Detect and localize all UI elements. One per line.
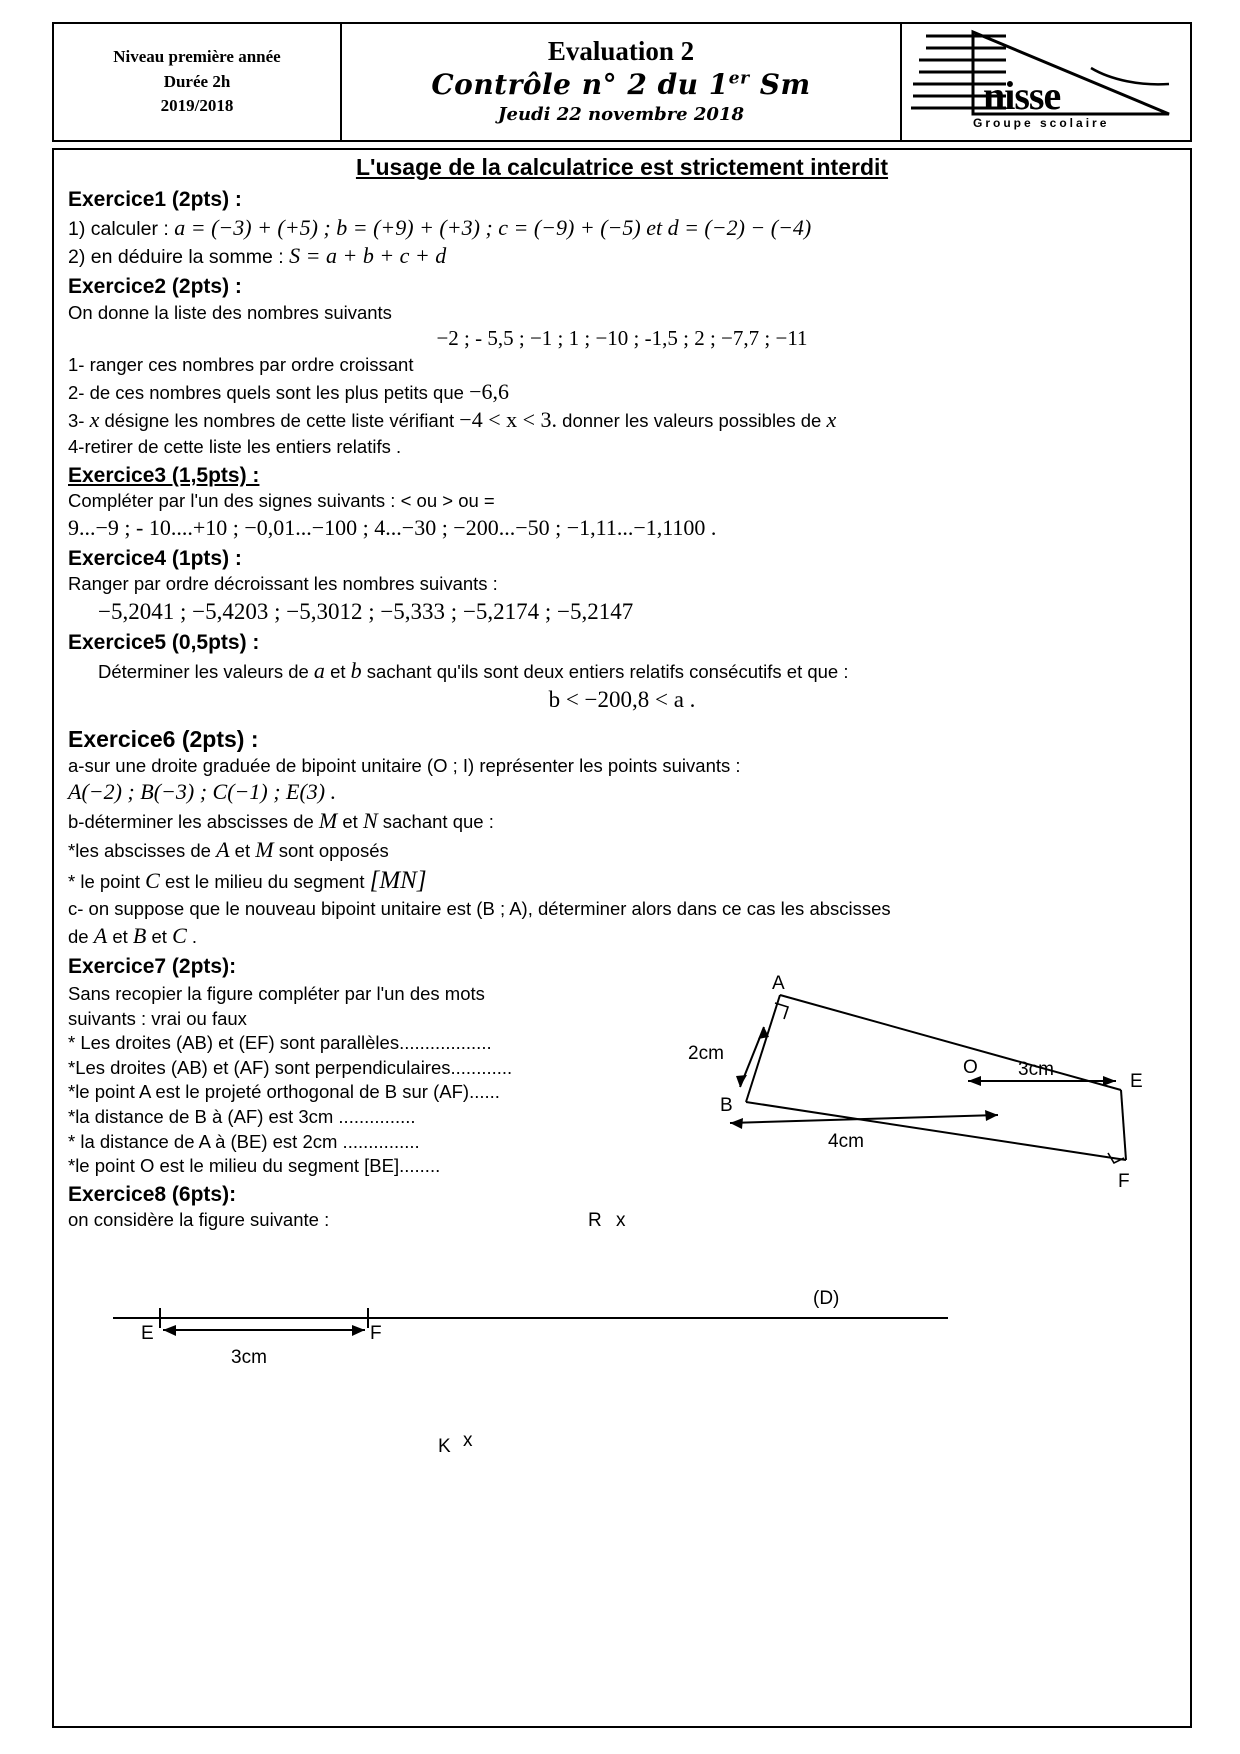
exercise-7-text bbox=[68, 981, 708, 1180]
header-level: Niveau première année bbox=[113, 47, 281, 67]
exercise-6-b-text1: b-déterminer les abscisses de bbox=[68, 810, 314, 832]
evaluation-title: Evaluation 2 bbox=[547, 36, 695, 67]
exercise-6-b3-text1: * le point bbox=[68, 870, 140, 892]
exercise-2-q2 bbox=[68, 379, 1176, 406]
exercise-6-c2-text4: . bbox=[191, 925, 198, 947]
logo-wordmark: nisse bbox=[983, 73, 1061, 118]
exercise-2-intro: On donne la liste des nombres suivants bbox=[68, 301, 392, 323]
exercise-2-q3-num: 3- bbox=[68, 410, 85, 432]
exercise-6-a: a-sur une droite graduée de bipoint unitaire (O ; I) représenter les points suivants : bbox=[68, 754, 741, 776]
exam-body bbox=[52, 148, 1192, 1728]
exercise-6-c2-var-b: B bbox=[132, 922, 147, 948]
label-2cm: 2cm bbox=[688, 1043, 724, 1065]
exercise-3-instruction: Compléter par l'un des signes suivants : < ou > ou = bbox=[68, 490, 495, 512]
label-A: A bbox=[772, 975, 785, 995]
exercise-2-q3-var: x bbox=[89, 407, 100, 433]
label-K-mark: x bbox=[463, 1429, 473, 1451]
exercise-6-b-text2: et bbox=[342, 810, 358, 832]
exercise-7-item-2: *Les droites (AB) et (AF) sont perpendiculaires............ bbox=[68, 1056, 513, 1078]
exercise-1-q2 bbox=[68, 243, 1176, 270]
exercise-6-b3 bbox=[68, 866, 1176, 897]
label-E: E bbox=[1130, 1071, 1143, 1093]
label-E8: E bbox=[141, 1322, 154, 1344]
exercise-6-b2-text2: et bbox=[234, 839, 251, 861]
exercise-5-text3: sachant qu'ils sont deux entiers relatifs consécutifs et que : bbox=[366, 660, 849, 682]
exercise-2-q3-var2: x bbox=[826, 407, 837, 433]
exercise-6-c2 bbox=[68, 923, 1176, 950]
label-3cm: 3cm bbox=[1018, 1059, 1054, 1081]
exercise-3-title: Exercice3 (1,5pts) : bbox=[68, 463, 260, 487]
exercise-1-expressions: a = (−3) + (+5) ; b = (+9) + (+3) ; c = (−9) + (−5) et d = (−2) − (−4) bbox=[174, 214, 812, 240]
exercise-6-c2-text3: et bbox=[151, 925, 167, 947]
exercise-6-b-text3: sachant que : bbox=[382, 810, 494, 832]
exercise-6-b3-text2: est le milieu du segment bbox=[164, 870, 365, 892]
exercise-6-var-n: N bbox=[362, 807, 378, 833]
exercise-6-c2-text2: et bbox=[112, 925, 128, 947]
exercise-7-figure-area bbox=[688, 975, 1176, 1193]
exercise-6-var-m: M bbox=[318, 807, 338, 833]
exercise-1-q1 bbox=[68, 215, 1176, 242]
exercise-6-title: Exercice6 (2pts) : bbox=[68, 725, 259, 752]
exercise-1-sum: S = a + b + c + d bbox=[289, 243, 447, 269]
exercise-2-q3 bbox=[68, 407, 1176, 434]
header-logo-cell bbox=[902, 24, 1190, 140]
exercise-4-instruction: Ranger par ordre décroissant les nombres suivants : bbox=[68, 573, 498, 595]
exercise-6-b2 bbox=[68, 837, 1176, 864]
exercise-5-text2: et bbox=[330, 660, 346, 682]
label-R-mark: x bbox=[616, 1209, 626, 1231]
exam-content bbox=[54, 181, 1190, 1534]
page-header bbox=[52, 22, 1192, 142]
exercise-6-b2-var-a: A bbox=[216, 836, 230, 862]
exam-date: Jeudi 22 novembre 2018 bbox=[498, 104, 744, 126]
label-B: B bbox=[720, 1095, 733, 1117]
exercise-7-item-4: *la distance de B à (AF) est 3cm ............... bbox=[68, 1105, 416, 1127]
exercise-6-b3-var-c: C bbox=[145, 867, 160, 893]
exercise-8-title: Exercice8 (6pts): bbox=[68, 1182, 237, 1206]
control-title-pre: Contrôle n° 2 du 1 bbox=[431, 67, 729, 101]
calculator-notice: L'usage de la calculatrice est strictement interdit bbox=[355, 154, 889, 180]
exercise-7-item-5: * la distance de A à (BE) est 2cm ............... bbox=[68, 1130, 420, 1152]
exercise-6-b bbox=[68, 808, 1176, 835]
exercise-5-var-a: a bbox=[313, 657, 325, 683]
exercise-6-b2-var-m: M bbox=[255, 836, 274, 862]
exercise-2-q3-cond: −4 < x < 3. bbox=[459, 407, 558, 433]
exercise-2-q4: 4-retirer de cette liste les entiers relatifs . bbox=[68, 436, 402, 458]
exercise-2-numbers: −2 ; - 5,5 ; −1 ; 1 ; −10 ; -1,5 ; 2 ; −7,7 ; −11 bbox=[436, 326, 808, 351]
header-duration: Durée 2h bbox=[163, 71, 231, 91]
header-year: 2019/2018 bbox=[160, 96, 234, 116]
exercise-4-numbers: −5,2041 ; −5,4203 ; −5,3012 ; −5,333 ; −5,2174 ; −5,2147 bbox=[98, 599, 634, 624]
exercise-7-l1: Sans recopier la figure compléter par l'un des mots bbox=[68, 983, 485, 1005]
exercise-2-q2-text: 2- de ces nombres quels sont les plus petits que bbox=[68, 381, 464, 403]
header-title-block bbox=[342, 24, 902, 140]
exercise-5-statement bbox=[98, 658, 1176, 685]
school-logo bbox=[911, 28, 1181, 136]
exercise-4-title: Exercice4 (1pts) : bbox=[68, 546, 242, 570]
exercise-1-q1-label: 1) calculer : bbox=[68, 217, 169, 240]
exercise-5-text1: Déterminer les valeurs de bbox=[98, 660, 309, 682]
label-O: O bbox=[963, 1057, 978, 1079]
exercise-6-b3-segment: [MN] bbox=[369, 866, 427, 894]
exercise-7-item-3: *le point A est le projeté orthogonal de B sur (AF)...... bbox=[68, 1081, 500, 1103]
label-3cm-8: 3cm bbox=[231, 1346, 267, 1368]
exercise-7-title: Exercice7 (2pts): bbox=[68, 954, 237, 978]
exercise-6-points: A(−2) ; B(−3) ; C(−1) ; E(3) . bbox=[68, 779, 337, 805]
exercise-8-figure bbox=[68, 1208, 1068, 1508]
label-D: (D) bbox=[813, 1287, 840, 1309]
exercise-6-b2-text3: sont opposés bbox=[278, 839, 389, 861]
logo-tagline: Groupe scolaire bbox=[973, 116, 1110, 130]
header-left-info bbox=[54, 24, 342, 140]
exercise-7-item-6: *le point O est le milieu du segment [BE]........ bbox=[68, 1155, 441, 1177]
control-title-sup: er bbox=[728, 68, 750, 89]
exercise-6-c2-var-a: A bbox=[93, 922, 108, 948]
exercise-2-q3-text: désigne les nombres de cette liste vérifiant bbox=[104, 410, 455, 432]
exercise-8-intro: on considère la figure suivante : bbox=[68, 1209, 330, 1231]
label-R: R bbox=[588, 1209, 602, 1231]
label-F: F bbox=[1118, 1171, 1130, 1193]
exercise-2-title: Exercice2 (2pts) : bbox=[68, 275, 242, 299]
exercise-7-body bbox=[68, 975, 1176, 1193]
exercise-5-inequality: b < −200,8 < a . bbox=[548, 687, 696, 713]
exercise-3-comparisons: 9...−9 ; - 10....+10 ; −0,01...−100 ; 4...−30 ; −200...−50 ; −1,11...−1,1100 . bbox=[68, 515, 717, 540]
label-F8: F bbox=[370, 1322, 382, 1344]
exercise-6-c: c- on suppose que le nouveau bipoint unitaire est (B ; A), déterminer alors dans ce cas les abscisses bbox=[68, 898, 891, 920]
control-title-post: Sm bbox=[749, 67, 811, 101]
exercise-7-item-1: * Les droites (AB) et (EF) sont parallèles.................. bbox=[68, 1032, 492, 1054]
exercise-7-figure bbox=[668, 975, 1158, 1205]
exercise-5-title: Exercice5 (0,5pts) : bbox=[68, 631, 260, 655]
label-K: K bbox=[438, 1435, 451, 1457]
exercise-2-q3-text2: donner les valeurs possibles de bbox=[562, 410, 822, 432]
exercise-2-q2-value: −6,6 bbox=[469, 378, 509, 404]
exercise-7-l2: suivants : vrai ou faux bbox=[68, 1007, 247, 1029]
label-4cm: 4cm bbox=[828, 1131, 864, 1153]
exercise-6-c2-var-c: C bbox=[172, 922, 187, 948]
exercise-5-var-b: b bbox=[350, 657, 362, 683]
exercise-6-c2-text1: de bbox=[68, 925, 89, 947]
exercise-2-q1: 1- ranger ces nombres par ordre croissant bbox=[68, 354, 414, 376]
exercise-1-q2-label: 2) en déduire la somme : bbox=[68, 246, 284, 269]
exercise-1-title: Exercice1 (2pts) : bbox=[68, 188, 242, 211]
control-title bbox=[431, 67, 810, 103]
exercise-6-b2-text1: *les abscisses de bbox=[68, 839, 211, 861]
